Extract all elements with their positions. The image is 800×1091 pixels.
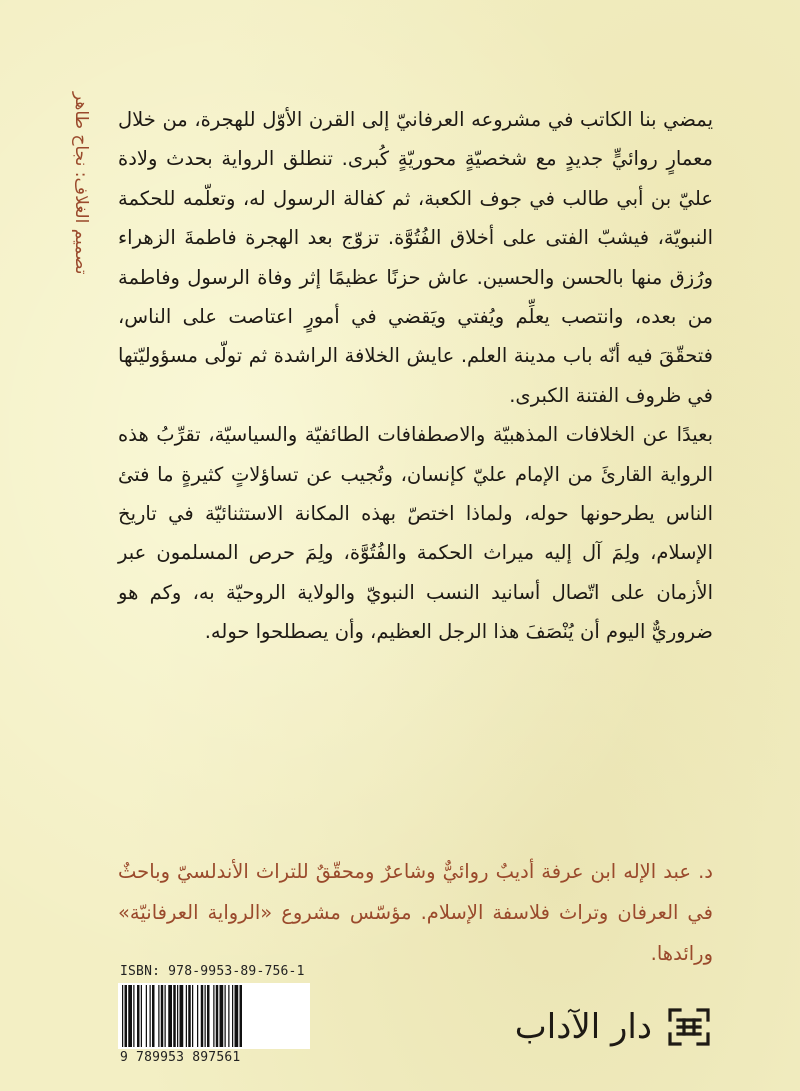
barcode-bar xyxy=(177,985,178,1047)
barcode-bar xyxy=(125,985,128,1047)
barcode-bar xyxy=(186,985,187,1047)
barcode-digits: 9 789953 897561 xyxy=(120,1050,241,1065)
barcode-bar xyxy=(141,985,142,1047)
synopsis-paragraph-1: يمضي بنا الكاتب في مشروعه العرفانيّ إلى القرن الأوّل للهجرة، من خلال معمارٍ روائيٍّ جديدٍ مع شخصيّةٍ محوريّةٍ كُبرى. تنطلق الرواية بحدث ولادة عليّ بن أبي طالب في جوف الكعبة، ثم كفالة الرسول له، وتعلّمه للحكمة النبويّة، فيشبّ الفتى على أخلاق الفُتُوَّة. تزوّج بعد الهجرة فاطمةَ الزهراء ورُزق منها بالحسن والحسين. عاش حزنًا عظيمًا إثر وفاة الرسول وفاطمة من بعده، وانتصب يعلِّم ويُفتي ويَقضي في أمورٍ اعتاصت على الناس، فتحقّقَ فيه أنّه باب مدينة العلم. عايش الخلافة الراشدة ثم تولّى مسؤوليّتها في ظروف الفتنة الكبرى. xyxy=(118,108,713,407)
isbn-number: ISBN: 978-9953-89-756-1 xyxy=(120,964,305,979)
barcode-bar xyxy=(205,985,206,1047)
barcode-bar xyxy=(150,985,151,1047)
barcode-bar xyxy=(197,985,198,1047)
author-bio: د. عبد الإله ابن عرفة أديبٌ روائيٌّ وشاعرٌ ومحقّقٌ للتراث الأندلسيّ وباحثٌ في العرفان وتراث فلاسفة الإسلام. مؤسّس مشروع «الرواية العرفانيّة» ورائدها. xyxy=(118,860,713,965)
barcode-bar xyxy=(180,985,184,1047)
cover-design-credit: تصميم الغلاف: نجاح طاهر xyxy=(71,92,91,275)
barcode-bar xyxy=(225,985,226,1047)
barcode-bar xyxy=(128,985,132,1047)
synopsis-paragraph-2: بعيدًا عن الخلافات المذهبيّة والاصطفافات الطائفيّة والسياسيّة، تقرِّبُ هذه الرواية القارئَ من الإمام عليّ كإنسان، وتُجيب عن تساؤلاتٍ كثيرةٍ ما فتئ الناس يطرحونها حوله، ولماذا اختصّ بهذه المكانة الاستثنائيّة في تاريخ الإسلام، ولِمَ آل إليه ميراث الحكمة والفُتُوَّة، ولِمَ حرص المسلمون عبر الأزمان على اتّصال أسانيد النسب النبويّ والولاية الروحيّة به، وكم هو ضروريٌّ اليوم أن يُنْصَفَ هذا الرجل العظيم، وأن يصطلحوا حوله. xyxy=(118,423,713,644)
barcode xyxy=(118,964,310,1068)
barcode-bar xyxy=(188,985,191,1047)
synopsis xyxy=(118,100,713,652)
barcode-bar xyxy=(133,985,134,1047)
barcode-bar xyxy=(216,985,219,1047)
barcode-bar xyxy=(122,985,123,1047)
barcode-bar xyxy=(137,985,140,1047)
barcode-bar xyxy=(146,985,147,1047)
barcode-bar xyxy=(207,985,210,1047)
barcode-bar xyxy=(220,985,224,1047)
barcode-bar xyxy=(213,985,214,1047)
publisher-logo-icon xyxy=(666,1006,712,1048)
barcode-bar xyxy=(228,985,229,1047)
barcode-bar xyxy=(240,985,243,1047)
publisher xyxy=(515,1006,712,1048)
barcode-bar xyxy=(173,985,176,1047)
barcode-bar xyxy=(158,985,159,1047)
barcode-bar xyxy=(168,985,172,1047)
barcode-bar xyxy=(161,985,164,1047)
barcode-bar xyxy=(201,985,204,1047)
publisher-name: دار الآداب xyxy=(514,1007,652,1047)
barcode-bar xyxy=(152,985,155,1047)
barcode-bar xyxy=(232,985,233,1047)
barcode-bar xyxy=(165,985,166,1047)
barcode-bar xyxy=(235,985,239,1047)
barcode-bars xyxy=(118,983,310,1049)
barcode-bar xyxy=(192,985,193,1047)
